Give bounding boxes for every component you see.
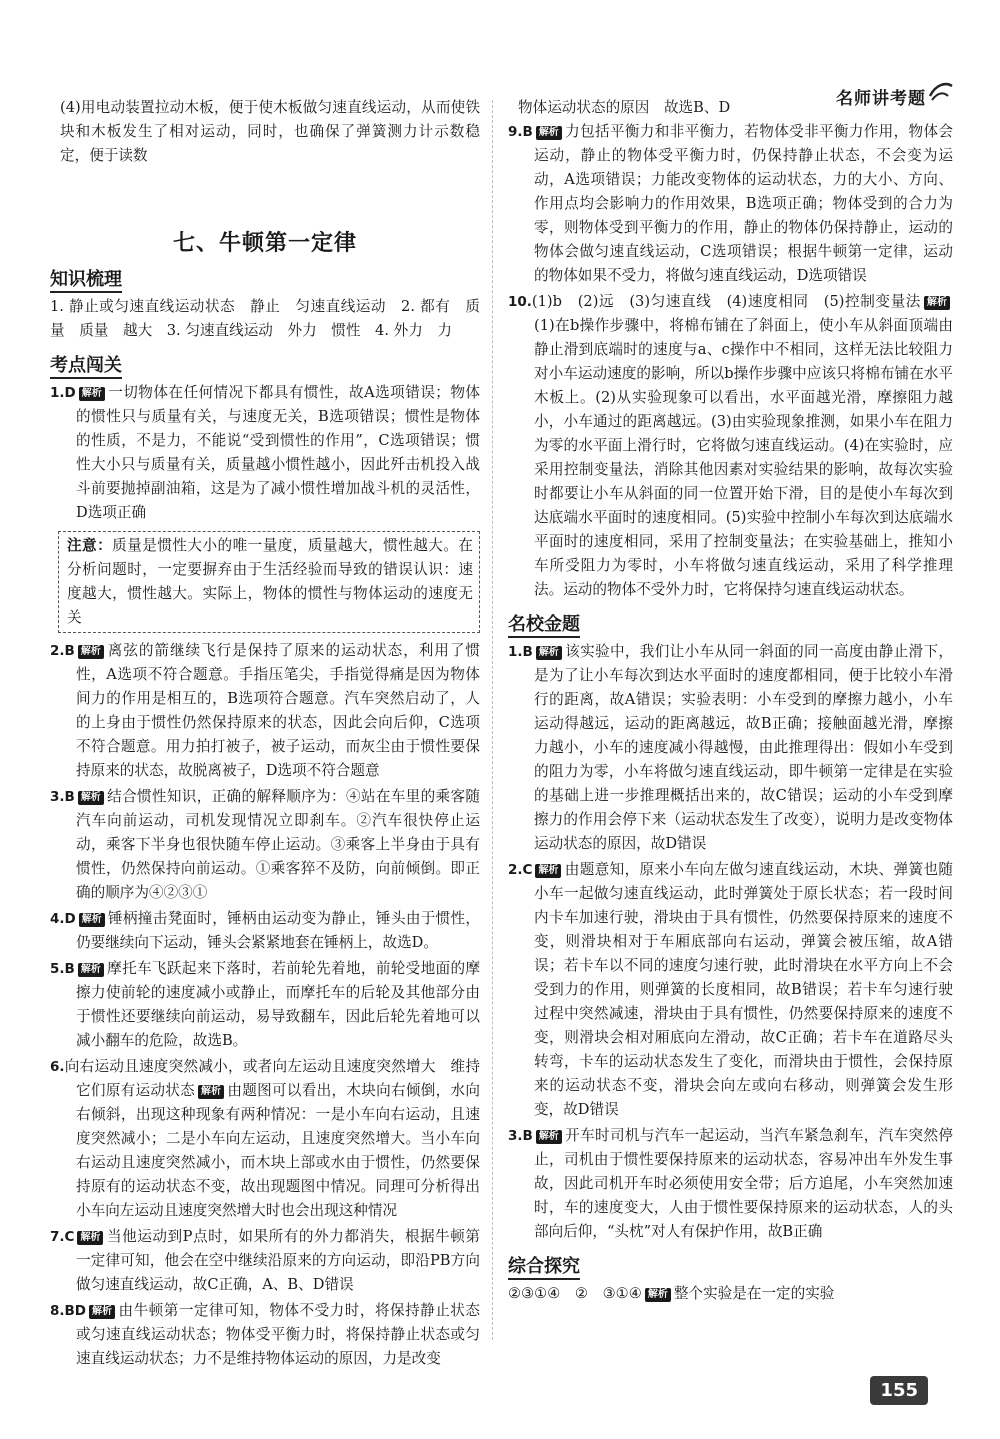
jiexi-tag: 解析 bbox=[924, 296, 950, 310]
section-mingxiao: 名校金题 bbox=[508, 610, 953, 636]
jiexi-tag: 解析 bbox=[78, 645, 104, 659]
answer-item: 3.B 解析 结合惯性知识，正确的解释顺序为：④站在车里的乘客随汽车向前运动，司机发现情况立即刹车。②汽车很快停止运动，乘客下半身也很快随车停止运动。③乘客上半身由于具有惯性，仍然保持向前运动。①乘客猝不及防，向前倾倒。即正确的顺序为④②③① bbox=[50, 788, 480, 901]
chapter-title: 七、牛顿第一定律 bbox=[172, 231, 357, 256]
answer-item: 8.BD 解析 由牛顿第一定律可知，物体不受力时，将保持静止状态或匀速直线运动状态；物体受平衡力时，将保持静止状态或匀速直线运动状态；力不是维持物体运动的原因，力是改变 bbox=[50, 1302, 480, 1367]
zonghe-text: ②③①④ ② ③①④ 解析 整个实验是在一定的实验 bbox=[508, 1285, 835, 1302]
jiexi-tag: 解析 bbox=[198, 1085, 224, 1099]
section-zonghe: 综合探究 bbox=[508, 1252, 953, 1278]
answer-item: 2.C 解析 由题意知，原来小车向左做匀速直线运动，木块、弹簧也随小车一起做匀速直线运动，此时弹簧处于原长状态；若一段时间内卡车加速行驶，滑块由于具有惯性，仍然要保持原来的速度不变，则滑块相对于车厢底部向右运动，弹簧会被压缩，故A错误；若卡车以不同的速度匀速行驶，此时滑块在水平方向上不会受到力的作用，则弹簧的长度相同，故B错误；若卡车匀速行驶过程中突然减速，滑块由于具有惯性，仍然要保持原来的速度不变，则滑块会相对厢底向左滑动，故C正确；若卡车在道路尽头转弯，卡车的运动状态发生了变化，而滑块由于惯性，会保持原来的运动状态不变，滑块会向左或向右移动，则弹簧会发生形变，故D错误 bbox=[508, 861, 953, 1118]
answer-item: 3.B 解析 开车时司机与汽车一起运动，当汽车紧急刹车，汽车突然停止，司机由于惯性要保持原来的运动状态，容易冲出车外发生事故，因此司机开车时必须使用安全带；后方追尾，小车突然加速时，车的速度变大，人由于惯性要保持原来的运动状态，人的头部向后仰，“头枕”对人有保护作用，故B正确 bbox=[508, 1127, 953, 1240]
jiexi-tag: 解析 bbox=[79, 387, 105, 401]
note-box bbox=[58, 531, 480, 633]
right-column bbox=[508, 96, 953, 1306]
answer-item: 2.B 解析 离弦的箭继续飞行是保持了原来的运动状态，利用了惯性，A选项不符合题意。手指压笔尖，手指觉得痛是因为物体间力的作用是相互的，B选项符合题意。汽车突然启动了，人的上身由于惯性仍然保持原来的状态，因此会向后仰，C选项不符合题意。用力拍打被子，被子运动，而灰尘由于惯性要保持原来的状态，故脱离被子，D选项不符合题意 bbox=[50, 642, 480, 779]
answer-item: 1.D 解析 一切物体在任何情况下都具有惯性，故A选项错误；物体的惯性只与质量有关，与速度无关，B选项错误；惯性是物体的性质，不是力，不能说“受到惯性的作用”，C选项错误；惯性大小只与质量有关，质量越小惯性越小，因此歼击机投入战斗前要抛掉副油箱，这是为了减小惯性增加战斗机的灵活性，D选项正确 bbox=[50, 384, 480, 521]
answer-item: 6.向右运动且速度突然减小，或者向左运动且速度突然增大 维持它们原有运动状态 解析 由题图可以看出，木块向右倾倒，水向右倾斜，出现这种现象有两种情况：一是小车向右运动，且速度突然减小；二是小车向左运动，且速度突然增大。当小车向右运动且速度突然减小，而木块上部或水由于惯性，仍然要保持原有的运动状态不变，故出现题图中情况。同理可分析得出小车向左运动且速度突然增大时也会出现这种情况 bbox=[50, 1058, 480, 1219]
jiexi-tag: 解析 bbox=[79, 913, 105, 927]
answer-item: 1.B 解析 该实验中，我们让小车从同一斜面的同一高度由静止滑下，是为了让小车每次到达水平面时的速度都相同，便于比较小车滑行的距离，故A错误；实验表明：小车受到的摩擦力越小，小车运动得越远，运动的距离越远，故B正确；接触面越光滑，摩擦力越小，小车的速度减小得越慢，由此推理得出：假如小车受到的阻力为零，小车将做匀速直线运动，即牛顿第一定律是在实验的基础上进一步推理概括出来的，故C错误；运动的小车受到摩擦力的作用会停下来（运动状态发生了改变），说明力是改变物体运动状态的原因，故D错误 bbox=[508, 643, 953, 852]
answer-item: 9.B 解析 力包括平衡力和非平衡力，若物体受非平衡力作用，物体会运动，静止的物体受平衡力时，仍保持静止状态，不会变为运动，A选项错误；力能改变物体的运动状态，力的大小、方向、作用点均会影响力的作用效果，B选项正确；物体受到的合力为零，则物体受到平衡力的作用，静止的物体仍保持静止，运动的物体会做匀速直线运动，C选项错误；根据牛顿第一定律，运动的物体如果不受力，将做匀速直线运动，D选项错误 bbox=[508, 123, 953, 284]
knowledge-text: 1. 静止或匀速直线运动状态 静止 匀速直线运动 2. 都有 质量 质量 越大 3. 匀速直线运动 外力 惯性 4. 外力 力 bbox=[50, 298, 480, 339]
jiexi-tag: 解析 bbox=[77, 1231, 103, 1245]
intro-paragraph: (4)用电动装置拉动木板，便于使木板做匀速直线运动，从而使铁块和木板发生了相对运动，同时，也确保了弹簧测力计示数稳定，便于读数 bbox=[60, 99, 480, 164]
jiexi-tag: 解析 bbox=[536, 646, 562, 660]
continuation-text: 物体运动状态的原因 故选B、D bbox=[518, 99, 731, 116]
answer-item: 4.D 解析 锤柄撞击凳面时，锤柄由运动变为静止，锤头由于惯性，仍要继续向下运动，锤头会紧紧地套在锤柄上，故选D。 bbox=[50, 910, 480, 951]
jiexi-tag: 解析 bbox=[78, 963, 104, 977]
jiexi-tag: 解析 bbox=[535, 864, 561, 878]
note-text: 质量是惯性大小的唯一量度，质量越大，惯性越大。在分析问题时，一定要摒弃由于生活经验而导致的错误认识：速度越大，惯性越大。实际上，物体的惯性与物体运动的速度无关 bbox=[67, 537, 473, 626]
page-number: 155 bbox=[870, 1376, 928, 1405]
answer-item: 7.C 解析 当他运动到P点时，如果所有的外力都消失，根据牛顿第一定律可知，他会在空中继续沿原来的方向运动，即沿PB方向做匀速直线运动，故C正确，A、B、D错误 bbox=[50, 1228, 480, 1293]
section-knowledge: 知识梳理 bbox=[50, 265, 480, 291]
answer-item: 10.(1)b (2)远 (3)匀速直线 (4)速度相同 (5)控制变量法 解析(1)在b操作步骤中，将棉布铺在了斜面上，使小车从斜面顶端由静止滑到底端时的速度与a、c操作中不相同，这样无法比较阻力对小车运动速度的影响，所以b操作步骤中应该只将棉布铺在水平木板上。(2)从实验现象可以看出，水平面越光滑，摩擦阻力越小，小车通过的距离越远。(3)由实验现象推测，如果小车在阻力为零的水平面上滑行时，它将做匀速直线运动。(4)在实验时，应采用控制变量法，消除其他因素对实验结果的影响，故每次实验时都要让小车从斜面的同一位置开始下滑，目的是使小车每次到达底端水平面时的速度相同。(5)实验中控制小车每次到达底端水平面时的速度相同，采用了控制变量法；在实验基础上，推知小车所受阻力为零时，小车将做匀速直线运动，采用了科学推理法。运动的物体不受外力时，它将保持匀速直线运动状态。 bbox=[508, 293, 953, 598]
jiexi-tag: 解析 bbox=[78, 791, 104, 805]
jiexi-tag: 解析 bbox=[536, 126, 562, 140]
jiexi-tag: 解析 bbox=[645, 1288, 671, 1302]
note-label: 注意： bbox=[67, 537, 113, 554]
left-column bbox=[50, 96, 480, 1373]
section-kaodian: 考点闯关 bbox=[50, 351, 480, 377]
jiexi-tag: 解析 bbox=[89, 1305, 115, 1319]
column-divider bbox=[492, 100, 493, 1340]
jiexi-tag: 解析 bbox=[536, 1130, 562, 1144]
answer-item: 5.B 解析 摩托车飞跃起来下落时，若前轮先着地，前轮受地面的摩擦力使前轮的速度减小或静止，而摩托车的后轮及其他部分由于惯性还要继续向前运动，易导致翻车，因此后轮先着地可以减小翻车的危险，故选B。 bbox=[50, 960, 480, 1049]
brand-title: 名师讲考题 bbox=[836, 89, 926, 109]
